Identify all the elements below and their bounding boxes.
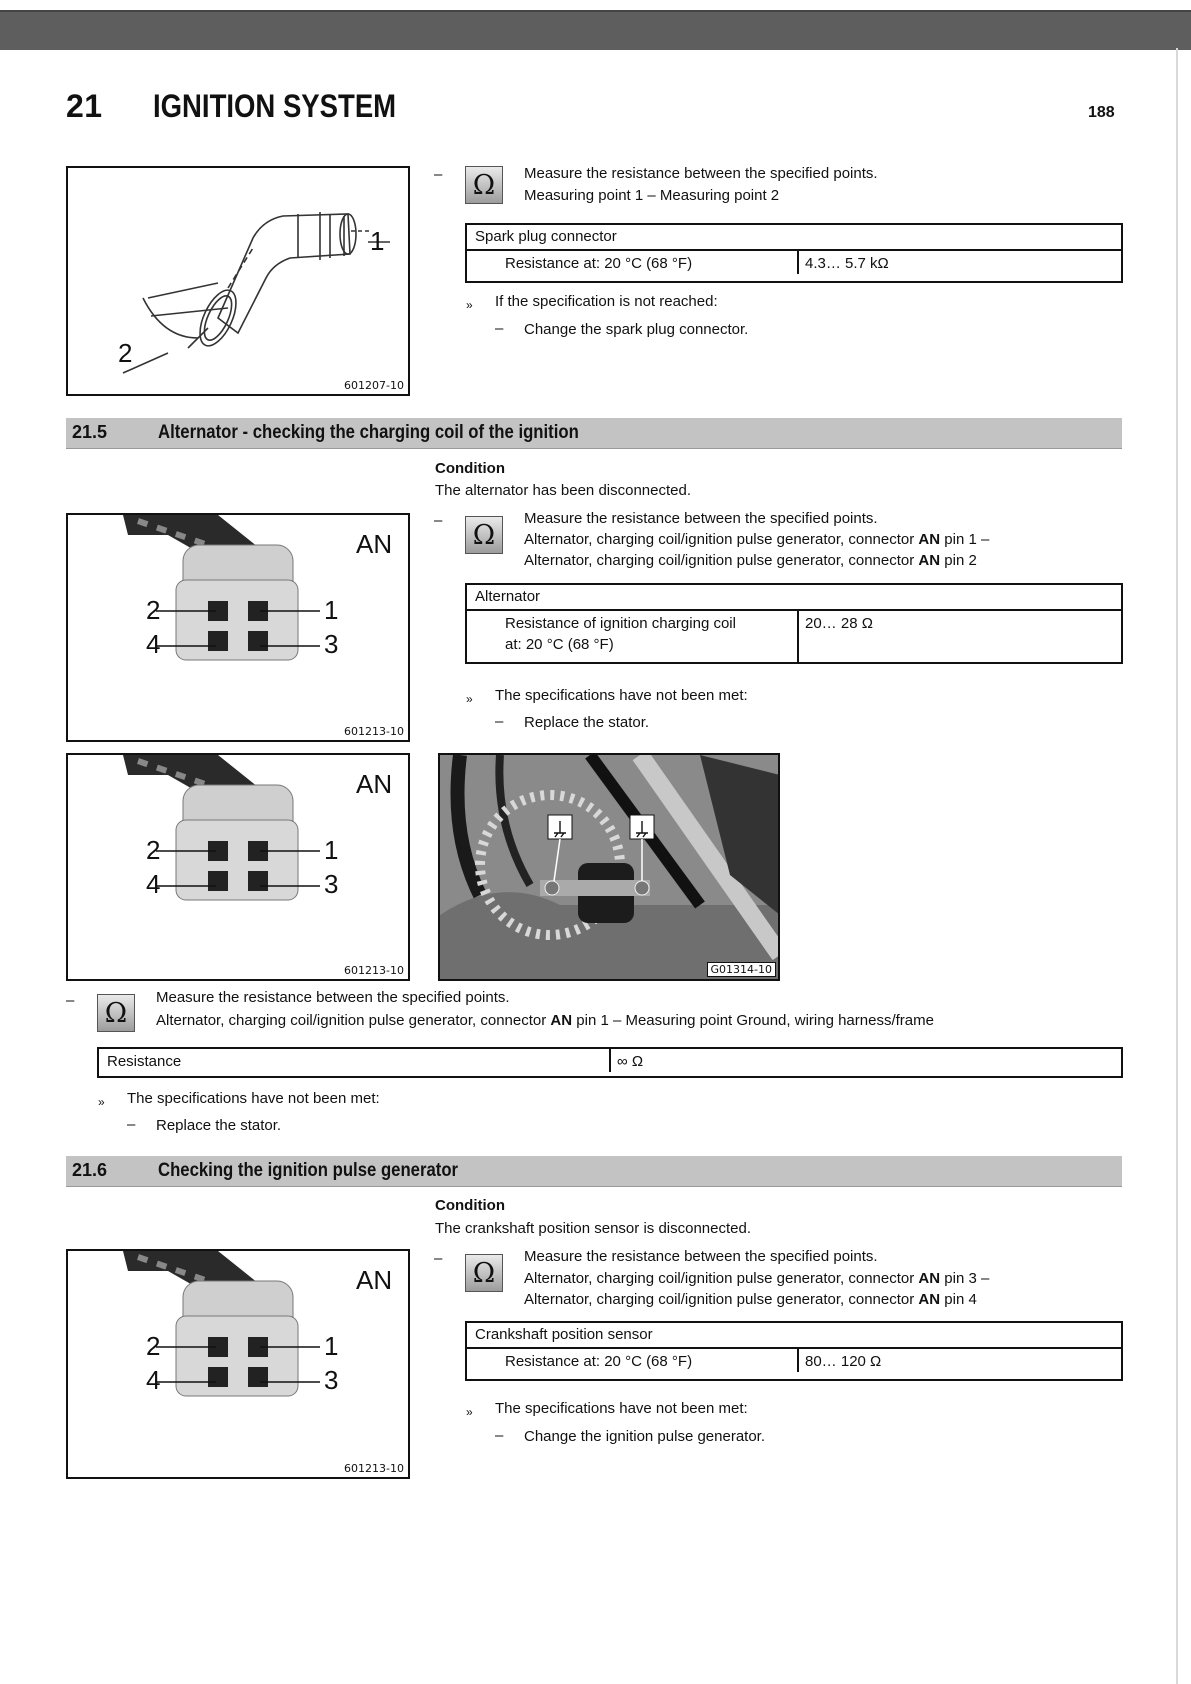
section-title: Alternator - checking the charging coil of the ignition	[158, 422, 579, 443]
connector-label: AN	[356, 769, 393, 799]
action-dash: –	[127, 1116, 136, 1133]
section-number: 21.5	[72, 422, 108, 442]
section-number: 21.6	[72, 1160, 108, 1180]
action-text: Change the ignition pulse generator.	[524, 1428, 766, 1445]
ohm-icon: Ω	[465, 516, 503, 554]
figure-code: 601213-10	[344, 1462, 404, 1475]
pin-label-4: 4	[146, 629, 161, 659]
step-dash: –	[434, 1250, 443, 1267]
spec-value: ∞ Ω	[617, 1053, 644, 1070]
step-text-2: Alternator, charging coil/ignition pulse generator, connector AN pin 1 –	[524, 531, 990, 548]
chapter-title: IGNITION SYSTEM	[153, 88, 397, 124]
section-21-6-bar	[66, 1156, 1122, 1187]
action-dash: –	[495, 713, 504, 730]
action-text: Replace the stator.	[156, 1117, 282, 1134]
action-text: Change the spark plug connector.	[524, 321, 749, 338]
step-dash: –	[434, 166, 443, 183]
action-dash: –	[495, 320, 504, 337]
page-edge-rule	[1176, 48, 1178, 1684]
condition-text: The crankshaft position sensor is disconnected.	[435, 1220, 752, 1237]
callout-1: 1	[370, 226, 385, 256]
pin-label-2: 2	[146, 1331, 161, 1361]
photo-ground-point	[438, 753, 780, 981]
spec-table-alternator	[465, 583, 1123, 664]
pin-label-4: 4	[146, 1365, 161, 1395]
ohm-icon: Ω	[465, 1254, 503, 1292]
pin-label-3: 3	[324, 869, 339, 899]
step-text-2: Measuring point 1 – Measuring point 2	[524, 187, 780, 204]
pin-label-3: 3	[324, 1365, 339, 1395]
figure-connector-an	[66, 513, 410, 742]
condition-heading: Condition	[435, 460, 505, 477]
step-text-1: Measure the resistance between the specified points.	[524, 1248, 878, 1265]
spec-value: 20… 28 Ω	[805, 615, 873, 632]
spec-table-spark-plug	[465, 223, 1123, 283]
pin-label-1: 1	[324, 835, 339, 865]
ground-point-photo	[440, 755, 780, 981]
condition-text: The alternator has been disconnected.	[435, 482, 692, 499]
bullet: »	[98, 1095, 105, 1109]
spec-value: 4.3… 5.7 kΩ	[805, 255, 889, 272]
page-number: 188	[1088, 104, 1115, 121]
top-banner	[0, 10, 1191, 50]
step-text-1: Measure the resistance between the specified points.	[156, 989, 510, 1006]
figure-code: 601213-10	[344, 725, 404, 738]
step-dash: –	[66, 992, 75, 1009]
step-text-2: Alternator, charging coil/ignition pulse generator, connector AN pin 3 –	[524, 1270, 990, 1287]
bullet: »	[466, 1405, 473, 1419]
step-text-3: Alternator, charging coil/ignition pulse generator, connector AN pin 2	[524, 552, 977, 569]
spec-table-resistance-ground	[97, 1047, 1123, 1078]
chapter-number: 21	[66, 88, 103, 124]
step-text-3: Alternator, charging coil/ignition pulse generator, connector AN pin 4	[524, 1291, 977, 1308]
action-dash: –	[495, 1427, 504, 1444]
callout-2: 2	[118, 338, 133, 368]
pin-label-2: 2	[146, 595, 161, 625]
spec-label: Resistance of ignition charging coil at: 20 °C (68 °F)	[467, 611, 799, 662]
connector-label: AN	[356, 1265, 393, 1295]
figure-connector-an	[66, 1249, 410, 1479]
pin-label-1: 1	[324, 1331, 339, 1361]
spec-label: Resistance at: 20 °C (68 °F)	[467, 251, 799, 274]
if-text: The specifications have not been met:	[127, 1090, 380, 1107]
if-text: The specifications have not been met:	[495, 687, 748, 704]
ohm-icon: Ω	[465, 166, 503, 204]
step-text-2: Alternator, charging coil/ignition pulse generator, connector AN pin 1 – Measuring point Ground, wiring harness/frame	[156, 1012, 934, 1029]
figure-spark-plug-connector	[66, 166, 410, 396]
spec-table-header: Spark plug connector	[467, 225, 1121, 251]
bullet: »	[466, 298, 473, 312]
figure-connector-an	[66, 753, 410, 981]
spec-value: 80… 120 Ω	[805, 1353, 882, 1370]
spec-table-crankshaft-sensor	[465, 1321, 1123, 1381]
spec-table-header: Crankshaft position sensor	[467, 1323, 1121, 1349]
section-title: Checking the ignition pulse generator	[158, 1160, 459, 1181]
spec-table-header: Alternator	[467, 585, 1121, 611]
if-text: The specifications have not been met:	[495, 1400, 748, 1417]
condition-heading: Condition	[435, 1197, 505, 1214]
step-text-1: Measure the resistance between the specified points.	[524, 510, 878, 527]
figure-code: 601213-10	[344, 964, 404, 977]
step-dash: –	[434, 512, 443, 529]
step-text-1: Measure the resistance between the specified points.	[524, 165, 878, 182]
spec-label: Resistance at: 20 °C (68 °F)	[467, 1349, 799, 1372]
action-text: Replace the stator.	[524, 714, 650, 731]
pin-label-4: 4	[146, 869, 161, 899]
if-text: If the specification is not reached:	[495, 293, 718, 310]
connector-label: AN	[356, 529, 393, 559]
pin-label-1: 1	[324, 595, 339, 625]
figure-code: G01314-10	[707, 962, 776, 977]
spec-label: Resistance	[99, 1049, 611, 1072]
figure-code: 601207-10	[344, 379, 404, 392]
pin-label-3: 3	[324, 629, 339, 659]
pin-label-2: 2	[146, 835, 161, 865]
section-21-5-bar	[66, 418, 1122, 449]
ohm-icon: Ω	[97, 994, 135, 1032]
bullet: »	[466, 692, 473, 706]
